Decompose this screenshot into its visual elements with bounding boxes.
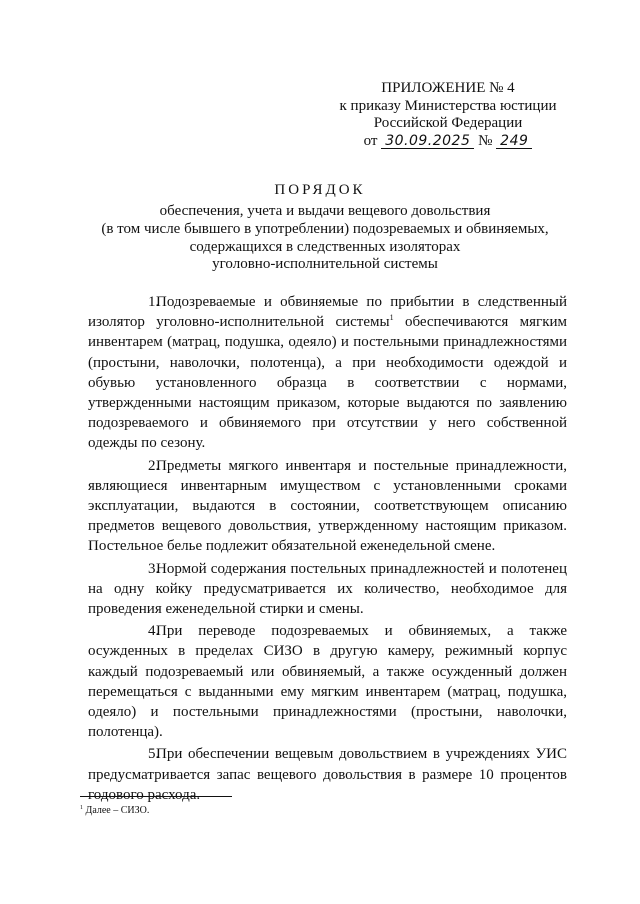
paragraph-4 (88, 621, 567, 742)
subtitle-line: (в том числе бывшего в употреблении) подозреваемых и обвиняемых, (101, 220, 549, 237)
handwritten-number: 249 (496, 134, 532, 149)
order-reference-line1: к приказу Министерства юстиции (339, 97, 557, 114)
number-prefix: № (478, 132, 493, 149)
document-title: ПОРЯДОК (274, 182, 366, 198)
appendix-header (318, 80, 578, 150)
order-reference-line2: Российской Федерации (373, 115, 523, 131)
subtitle-line: содержащихся в следственных изоляторах (189, 238, 461, 255)
order-date-number (318, 133, 578, 151)
paragraph-3 (88, 559, 567, 620)
paragraph-2 (88, 456, 567, 557)
paragraph-number: 5. (148, 746, 160, 763)
paragraph-number: 4. (148, 623, 160, 640)
handwritten-date: 30.09.2025 (381, 134, 474, 149)
document-subtitle (90, 203, 560, 274)
paragraph-text: Нормой содержания постельных принадлежностей и полотенец на одну койку предусматривается их количество, необходимое для проведения еженедельной стирки и смены. (88, 560, 567, 618)
footnote-divider (80, 796, 232, 797)
subtitle-line: обеспечения, учета и выдачи вещевого довольствия (159, 203, 491, 219)
subtitle-line: уголовно-исполнительной системы (212, 256, 438, 273)
paragraph-text: Подозреваемые и обвиняемые по прибытии в следственный изолятор уголовно-исполнительной системы (88, 294, 567, 331)
paragraph-text: При переводе подозреваемых и обвиняемых, а также осужденных в пределах СИЗО в другую камеру, режимный корпус каждый подозреваемый или обвиняемый, а также осужденный должен перемещаться с выданными ему мягким инвентарем (матрац, подушка, одеяло) и постельными принадлежностями (простыни, наволочки, полотенца). (88, 623, 567, 741)
paragraph-text: Предметы мягкого инвентаря и постельные принадлежности, являющиеся инвентарным имуществом с установленными сроками эксплуатации, выдаются в состоянии, соответствующем описанию предметов вещевого довольствия, утвержденному настоящим приказом. Постельное белье подлежит обязательной еженедельной смене. (88, 457, 567, 555)
document-body (88, 292, 567, 807)
paragraph-text: При обеспечении вещевым довольствием в учреждениях УИС предусматривается запас вещевого довольствия в размере 10 процентов годового расхода. (88, 746, 567, 803)
paragraph-number: 3. (148, 560, 160, 577)
footnote (80, 805, 149, 816)
footnote-marker: 1 (389, 313, 394, 323)
appendix-label: ПРИЛОЖЕНИЕ № 4 (381, 80, 515, 96)
paragraph-text: обеспечиваются мягким инвентарем (матрац, подушка, одеяло) и постельными принадлежностями (простыни, наволочки, полотенца), а при необходимости одеждой и обувью установленного образца в соответствии с нормами, утвержденными настоящим приказом, которые выдаются по заявлению подозреваемого и обвиняемого при отсутствии у него собственной одежды по сезону. (88, 314, 567, 452)
footnote-mark: 1 (80, 805, 83, 811)
paragraph-number: 2. (148, 457, 160, 474)
paragraph-number: 1. (148, 294, 160, 310)
footnote-text: Далее – СИЗО. (85, 805, 150, 816)
paragraph-1 (88, 292, 567, 454)
date-prefix: от (363, 132, 378, 149)
